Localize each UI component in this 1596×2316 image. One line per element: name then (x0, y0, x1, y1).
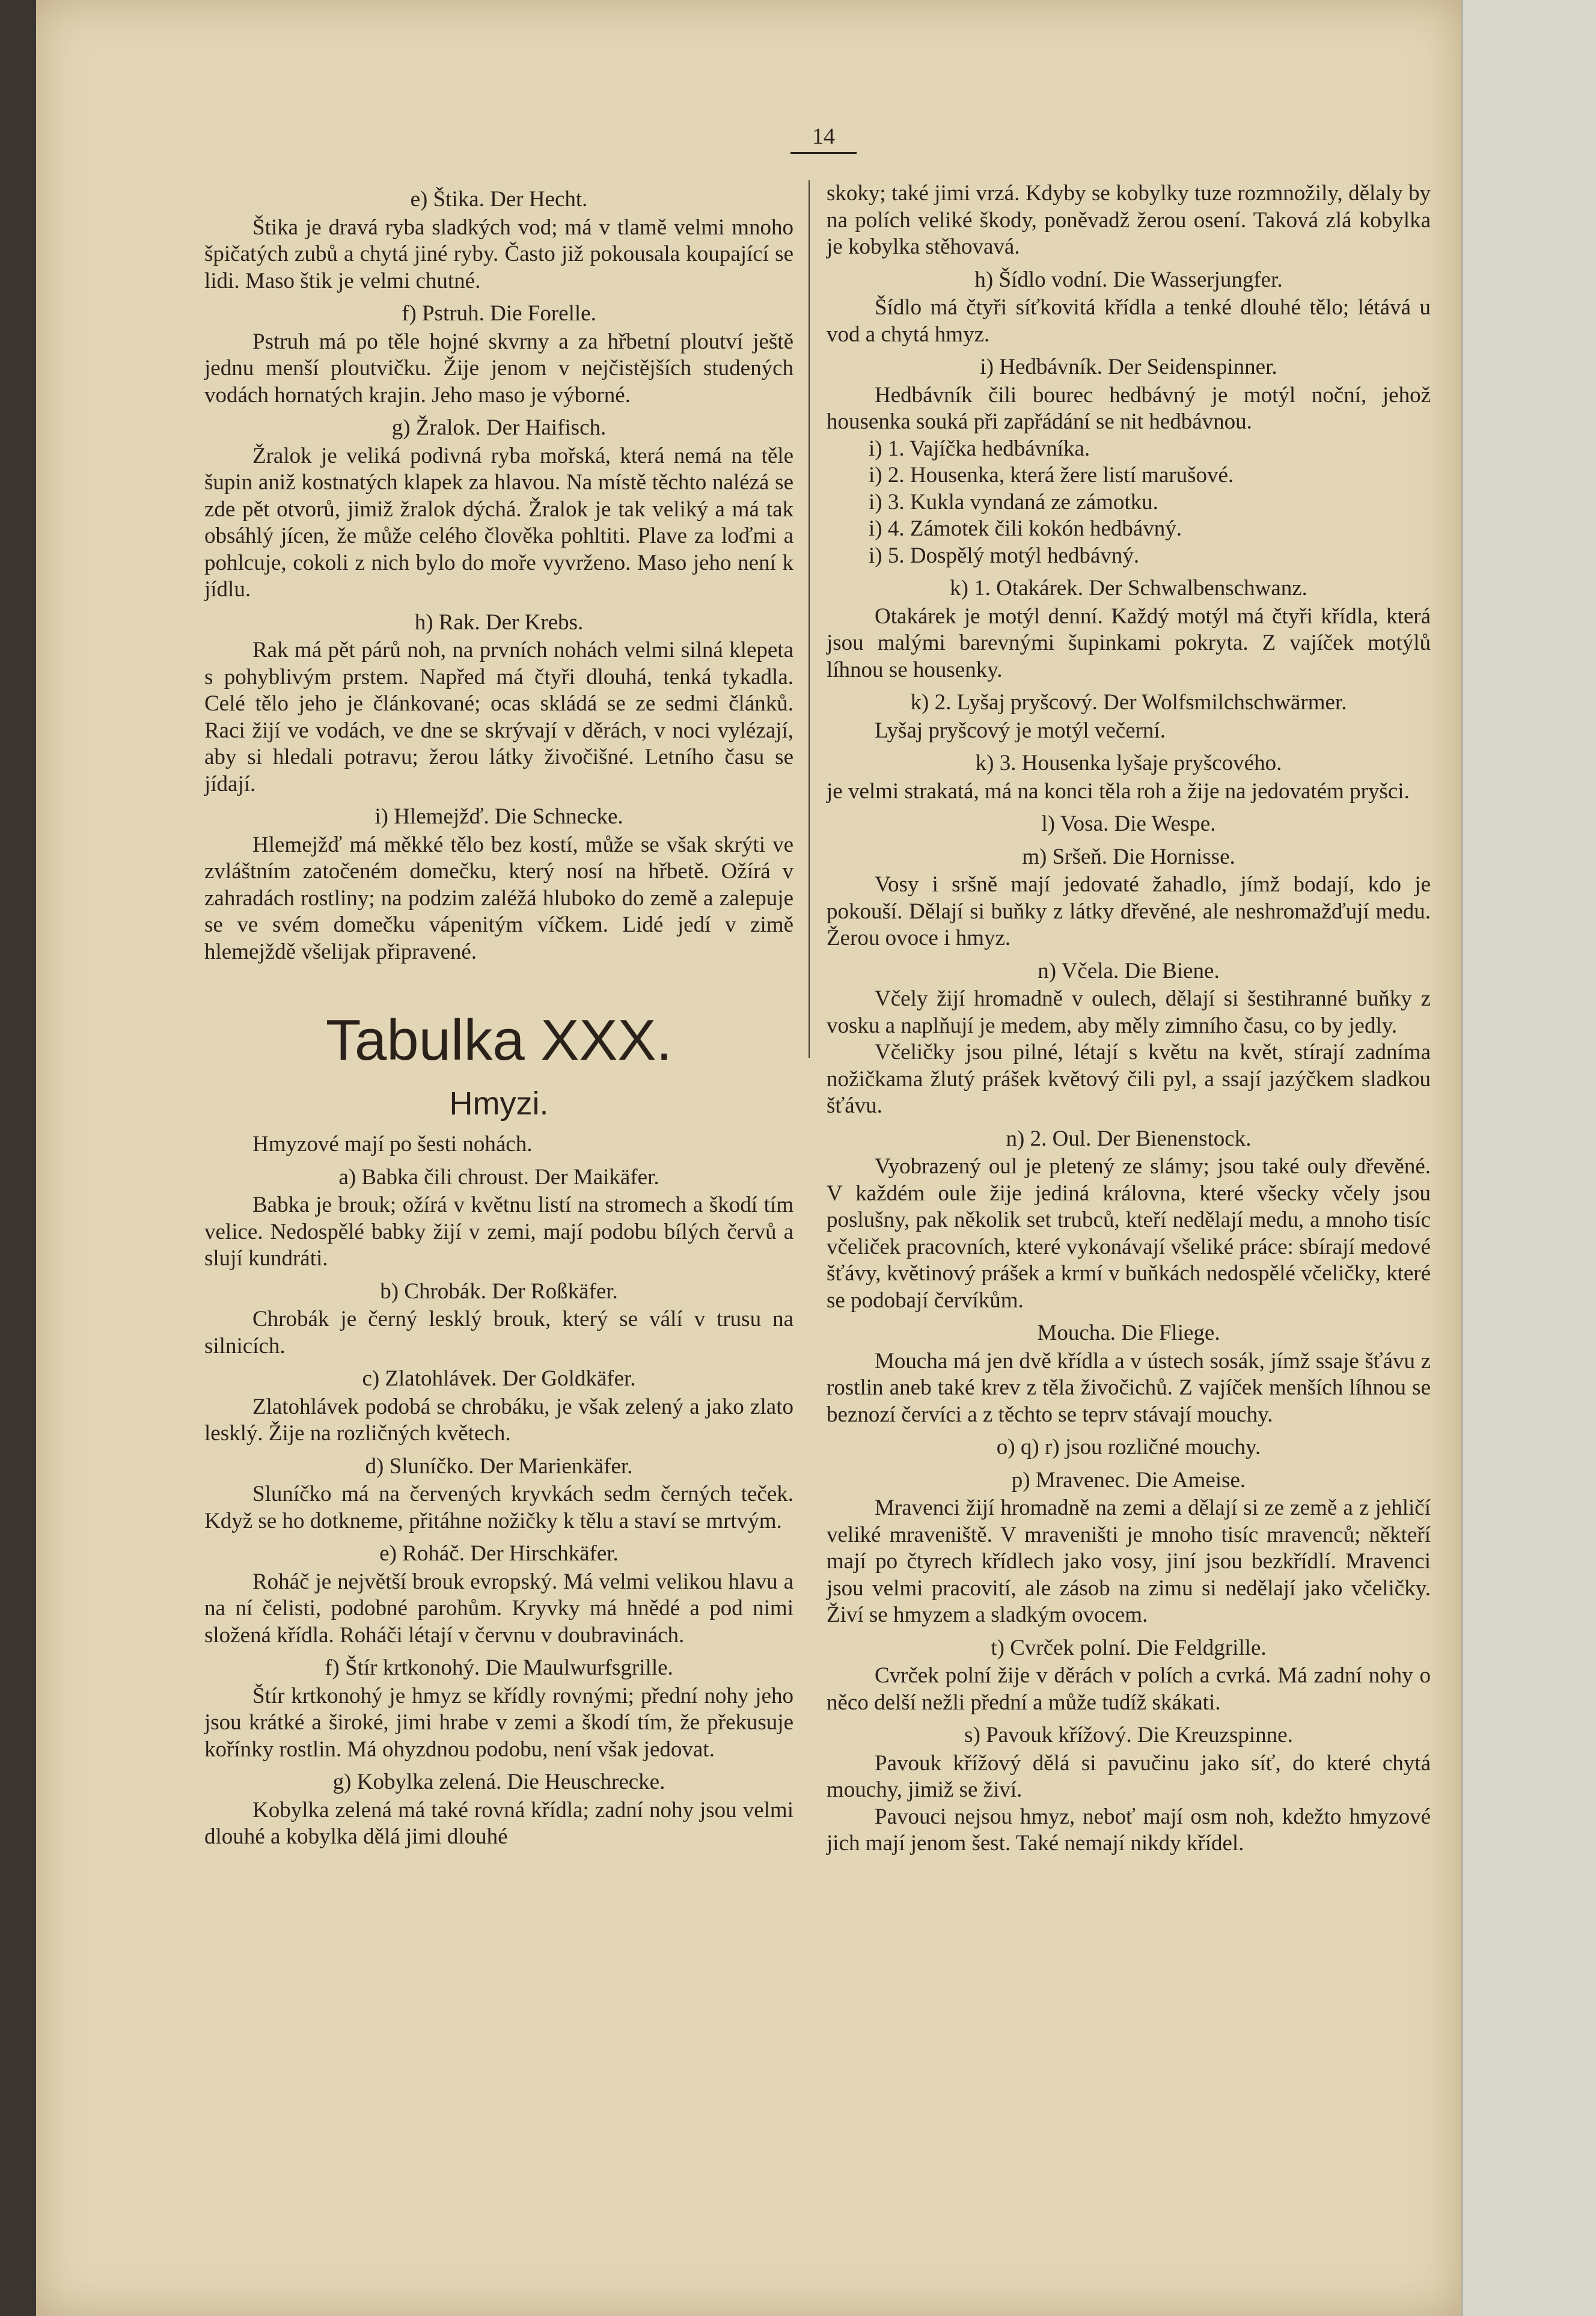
list-item: i) 3. Kukla vyndaná ze zámotku. (869, 489, 1158, 515)
paragraph: skoky; také jimi vrzá. Kdyby se kobylky tuze rozmnožily, dělaly by na polích veliké škody, poněvadž žerou osení. Taková zlá kobylka je kobylka stěhovavá. (827, 181, 1431, 259)
section-heading: i) Hedbávník. Der Seidenspinner. (980, 355, 1277, 379)
section-heading: Moucha. Die Fliege. (1037, 1321, 1220, 1345)
paragraph: Babka je brouk; ožírá v květnu listí na stromech a škodí tím velice. Nedospělé babky žijí v zemi, mají podobu bílých červů a slují kundráti. (204, 1193, 793, 1271)
section-heading: h) Rak. Der Krebs. (414, 610, 584, 635)
section-heading: e) Roháč. Der Hirschkäfer. (379, 1541, 619, 1566)
right-column (827, 180, 1431, 1857)
section-heading: d) Sluníčko. Der Marienkäfer. (365, 1453, 633, 1479)
section-heading: f) Pstruh. Die Forelle. (402, 301, 596, 326)
section-heading: k) 1. Otakárek. Der Schwalbenschwanz. (950, 576, 1307, 600)
paragraph: Pstruh má po těle hojné skvrny a za hřbetní ploutví ještě jednu menší ploutvičku. Žije jenom v nejčistějších studených vodách hornatých krajin. Jeho maso je výborné. (204, 329, 793, 408)
paragraph: Cvrček polní žije v děrách v polích a cvrká. Má zadní nohy o něco delší nežli přední a může tudíž skákati. (827, 1663, 1431, 1715)
paragraph: Hlemejžď má měkké tělo bez kostí, může se však skrýti ve zvláštním zatočeném domečku, který nosí na hřbetě. Ožírá v zahradách rostliny; na podzim zaléžá hluboko do země a zalepuje se ve svém domečku vápenitým víčkem. Lidé jedí v zimě hlemejždě všelijak připravené. (204, 832, 793, 964)
section-heading: o) q) r) jsou rozličné mouchy. (996, 1435, 1261, 1459)
section-heading: t) Cvrček polní. Die Feldgrille. (991, 1635, 1267, 1660)
paragraph: Hmyzové mají po šesti nohách. (252, 1132, 533, 1156)
section-heading: g) Žralok. Der Haifisch. (391, 415, 607, 440)
paragraph: Chrobák je černý lesklý brouk, který se válí v trusu na silnicích. (204, 1307, 793, 1358)
paragraph: Pavouci nejsou hmyz, neboť mají osm noh, kdežto hmyzové jich mají jenom šest. Také nemají nikdy křídel. (827, 1804, 1431, 1856)
list-item: i) 2. Housenka, která žere listí marušové. (869, 463, 1234, 487)
section-heading: f) Štír krtkonohý. Die Maulwurfsgrille. (325, 1655, 673, 1680)
paragraph: Pavouk křížový dělá si pavučinu jako síť, do které chytá mouchy, jimiž se živí. (827, 1750, 1431, 1802)
paragraph: Včeličky jsou pilné, létají s květu na květ, stírají zadníma nožičkama žlutý prášek květový čili pyl, a ssají jazýčkem sladkou šťávu. (827, 1040, 1431, 1118)
section-heading: e) Štika. Der Hecht. (410, 187, 588, 212)
paragraph: Otakárek je motýl denní. Každý motýl má čtyři křídla, která jsou malými barevnými šupinkami pokryta. Z vajíček motýlů líhnou se housenky. (827, 603, 1431, 682)
section-heading: m) Sršeň. Die Hornisse. (1022, 844, 1235, 869)
paragraph: Štír krtkonohý je hmyz se křídly rovnými; přední nohy jeho jsou krátké a široké, jimi hrabe v zemi a škodí tím, že překusuje kořínky rostlin. Má ohyzdnou podobu, není však jedovat. (204, 1683, 793, 1762)
section-heading: k) 2. Lyšaj pryšcový. Der Wolfsmilchschwärmer. (910, 690, 1347, 715)
paragraph: Vyobrazený oul je pletený ze slámy; jsou také ouly dřevěné. V každém oule žije jediná královna, které všecky včely jsou poslušny, pak několik set trubců, kteří nedělají medu, a mnoho tisíc včeliček pracovních, které vykonávají všeliké práce: sbírají medové šťávy, květinový prášek a krmí v buňkách nedospělé včeličky, které se podobají červíkům. (827, 1154, 1431, 1313)
section-heading: k) 3. Housenka lyšaje pryšcového. (975, 751, 1282, 775)
paragraph: Kobylka zelená má také rovná křídla; zadní nohy jsou velmi dlouhé a kobylka dělá jimi dlouhé (204, 1797, 793, 1849)
page-number: 14 (790, 123, 857, 154)
next-page-edge (1461, 0, 1596, 2316)
left-column (204, 180, 793, 1851)
section-heading: a) Babka čili chroust. Der Maikäfer. (338, 1164, 659, 1190)
paragraph: Moucha má jen dvě křídla a v ústech sosák, jímž ssaje šťávu z rostlin aneb také krev z těla živočichů. Z vajíček menších líhnou se beznozí červíci a z těchto se teprv stávají mouchy. (827, 1348, 1431, 1427)
table-title: Tabulka XXX. (325, 1008, 673, 1072)
paragraph: Včely žijí hromadně v oulech, dělají si šestihranné buňky z vosku a naplňují je medem, aby měly zimního času, co by jedly. (827, 986, 1431, 1038)
paragraph: Vosy i sršně mají jedovaté žahadlo, jímž bodají, kdo je pokouší. Dělají si buňky z látky dřevěné, ale neshromažďují medu. Žerou ovoce i hmyz. (827, 872, 1431, 950)
paragraph: Šídlo má čtyři síťkovitá křídla a tenké dlouhé tělo; létává u vod a chytá hmyz. (827, 295, 1431, 347)
section-heading: b) Chrobák. Der Roßkäfer. (380, 1279, 618, 1304)
paragraph: Mravenci žijí hromadně na zemi a dělají si ze země a z jehličí veliké mraveniště. V mraveništi je mnoho tisíc mravenců; někteří mají po čtyrech křídlech jako vosy, jiní jsou bezkřídlí. Mravenci jsou velmi pracovití, ale zásob na zimu si nedělají jako včeličky. Živí se hmyzem a sladkým ovocem. (827, 1496, 1431, 1627)
paragraph: Zlatohlávek podobá se chrobáku, je však zelený a jako zlato lesklý. Žije na rozličných květech. (204, 1394, 793, 1446)
table-subtitle: Hmyzi. (449, 1086, 549, 1122)
section-heading: i) Hlemejžď. Die Schnecke. (375, 804, 623, 829)
section-heading: l) Vosa. Die Wespe. (1041, 811, 1216, 836)
section-heading: s) Pavouk křížový. Die Kreuzspinne. (964, 1723, 1293, 1747)
column-rule (809, 180, 810, 1058)
section-heading: g) Kobylka zelená. Die Heuschrecke. (332, 1770, 665, 1794)
paragraph: je velmi strakatá, má na konci těla roh a žije na jedovatém pryšci. (827, 778, 1410, 804)
list-item: i) 4. Zámotek čili kokón hedbávný. (869, 516, 1182, 541)
paragraph: Žralok je veliká podivná ryba mořská, která nemá na těle šupin aniž kostnatých klapek za hlavou. Na místě těchto nalézá se zde pět otvorů, jimiž žralok dýchá. Žralok je tak veliký a má tak obsáhlý jícen, že může celého člověka pohltiti. Plave za loďmi a pohlcuje, cokoli z nich bylo do moře vyvrženo. Maso jeho není k jídlu. (204, 443, 793, 602)
paragraph: Sluníčko má na červených kryvkách sedm černých teček. Když se ho dotkneme, přitáhne nožičky k tělu a staví se mrtvým. (204, 1482, 793, 1533)
paragraph: Rak má pět párů noh, na prvních nohách velmi silná klepeta s pohyblivým prstem. Napřed má čtyři dlouhá, tenká tykadla. Celé tělo jeho je článkované; ocas skládá se ze sedmi článků. Raci žijí ve vodách, ve dne se skrývají v děrách, v noci vylézají, aby si hledali potravu; žerou látky živočišné. Letního času se jídají. (204, 638, 793, 796)
section-heading: n) Včela. Die Biene. (1038, 958, 1220, 983)
paragraph: Štika je dravá ryba sladkých vod; má v tlamě velmi mnoho špičatých zubů a chytá jiné ryby. Často již pokousala koupající se lidi. Maso štik je velmi chutné. (204, 215, 793, 293)
section-heading: c) Zlatohlávek. Der Goldkäfer. (362, 1366, 636, 1391)
section-heading: p) Mravenec. Die Ameise. (1011, 1467, 1246, 1493)
paragraph: Hedbávník čili bourec hedbávný je motýl noční, jehož housenka souká při zapřádání se nit hedbávnou. (827, 382, 1431, 434)
paragraph: Roháč je největší brouk evropský. Má velmi velikou hlavu a na ní čelisti, podobné parohům. Kryvky má hnědé a pod nimi složená křídla. Roháči létají v červnu v doubravinách. (204, 1569, 793, 1648)
section-heading: h) Šídlo vodní. Die Wasserjungfer. (974, 267, 1283, 292)
list-item: i) 1. Vajíčka hedbávníka. (869, 436, 1090, 461)
section-heading: n) 2. Oul. Der Bienenstock. (1006, 1126, 1252, 1151)
list-item: i) 5. Dospělý motýl hedbávný. (869, 543, 1140, 568)
paragraph: Lyšaj pryšcový je motýl večerní. (875, 718, 1166, 743)
